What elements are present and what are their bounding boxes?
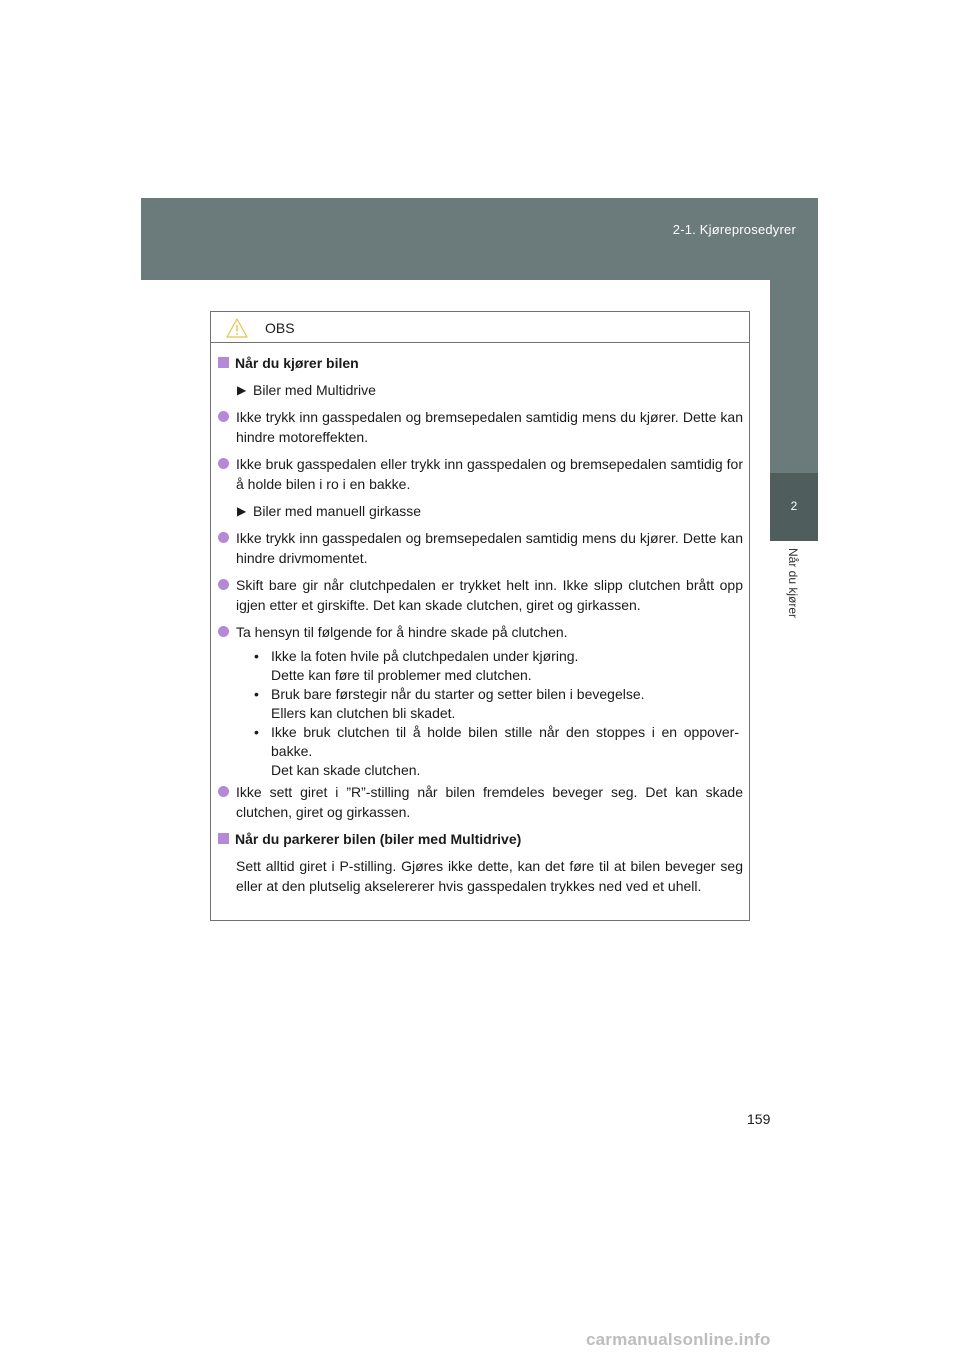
- round-bullet-icon: [218, 579, 229, 590]
- clutch-item: • Bruk bare førstegir når du starter og setter bilen i bevegelse. Ellers kan clutchen bli skadet.: [254, 686, 645, 721]
- chapter-label: Når du kjører: [786, 548, 800, 619]
- clutch-list: [217, 647, 743, 780]
- list-item: Skift bare gir når clutchpedalen er trykket helt inn. Ikke slipp clutchen brått opp igjen etter et girskifte. Det kan skade clutchen, giret og girkassen.: [217, 575, 743, 615]
- section-heading-driving: Når du kjører bilen: [217, 353, 743, 373]
- triangle-pointer-icon: ▶: [237, 504, 247, 518]
- side-strip: [770, 280, 818, 473]
- chapter-number: 2: [790, 499, 798, 513]
- round-bullet-icon: [218, 786, 229, 797]
- section-title: 2-1. Kjøreprosedyrer: [672, 222, 796, 237]
- clutch-item: • Ikke la foten hvile på clutchpedalen under kjøring. Dette kan føre til problemer med clutchen.: [254, 648, 579, 683]
- square-bullet-icon: [218, 833, 229, 844]
- warning-triangle-icon: [226, 318, 248, 338]
- square-bullet-icon: [218, 357, 229, 368]
- section-heading-parking: Når du parkerer bilen (biler med Multidrive): [217, 829, 743, 849]
- triangle-pointer-icon: ▶: [237, 383, 247, 397]
- parking-text: Sett alltid giret i P-stilling. Gjøres ikke dette, kan det føre til at bilen beveger seg eller at den plutselig akselererer hvis gasspedalen trykkes ned ved et uhell.: [236, 858, 743, 894]
- list-item: Ikke sett giret i ”R”-stilling når bilen fremdeles beveger seg. Det kan skade clutchen, giret og girkassen.: [217, 782, 743, 822]
- section-header-band: [141, 198, 818, 280]
- round-bullet-icon: [218, 411, 229, 422]
- watermark: carmanualsonline.info: [586, 1330, 771, 1349]
- round-bullet-icon: [218, 626, 229, 637]
- page-number: 159: [747, 1111, 771, 1127]
- list-item: Ikke trykk inn gasspedalen og bremsepedalen samtidig mens du kjører. Dette kan hindre motoreffekten.: [217, 407, 743, 447]
- list-item: Ikke bruk gasspedalen eller trykk inn gasspedalen og bremsepedalen samtidig for å holde bilen i ro i en bakke.: [217, 454, 743, 494]
- round-bullet-icon: [218, 532, 229, 543]
- list-item: Ta hensyn til følgende for å hindre skade på clutchen.: [217, 622, 743, 642]
- clutch-item: • Ikke bruk clutchen til å holde bilen stille når den stoppes i en oppover- bakke. Det kan skade clutchen.: [254, 724, 739, 778]
- caution-box: [210, 311, 750, 921]
- subsection-multidrive: ▶ Biler med Multidrive: [237, 382, 376, 398]
- subsection-manual: ▶ Biler med manuell girkasse: [237, 503, 422, 519]
- caution-title: OBS: [265, 320, 295, 336]
- chapter-tab: [770, 473, 818, 541]
- caution-header: [211, 312, 749, 343]
- list-item: Ikke trykk inn gasspedalen og bremsepedalen samtidig mens du kjører. Dette kan hindre drivmomentet.: [217, 528, 743, 568]
- caution-body: [211, 343, 749, 896]
- round-bullet-icon: [218, 458, 229, 469]
